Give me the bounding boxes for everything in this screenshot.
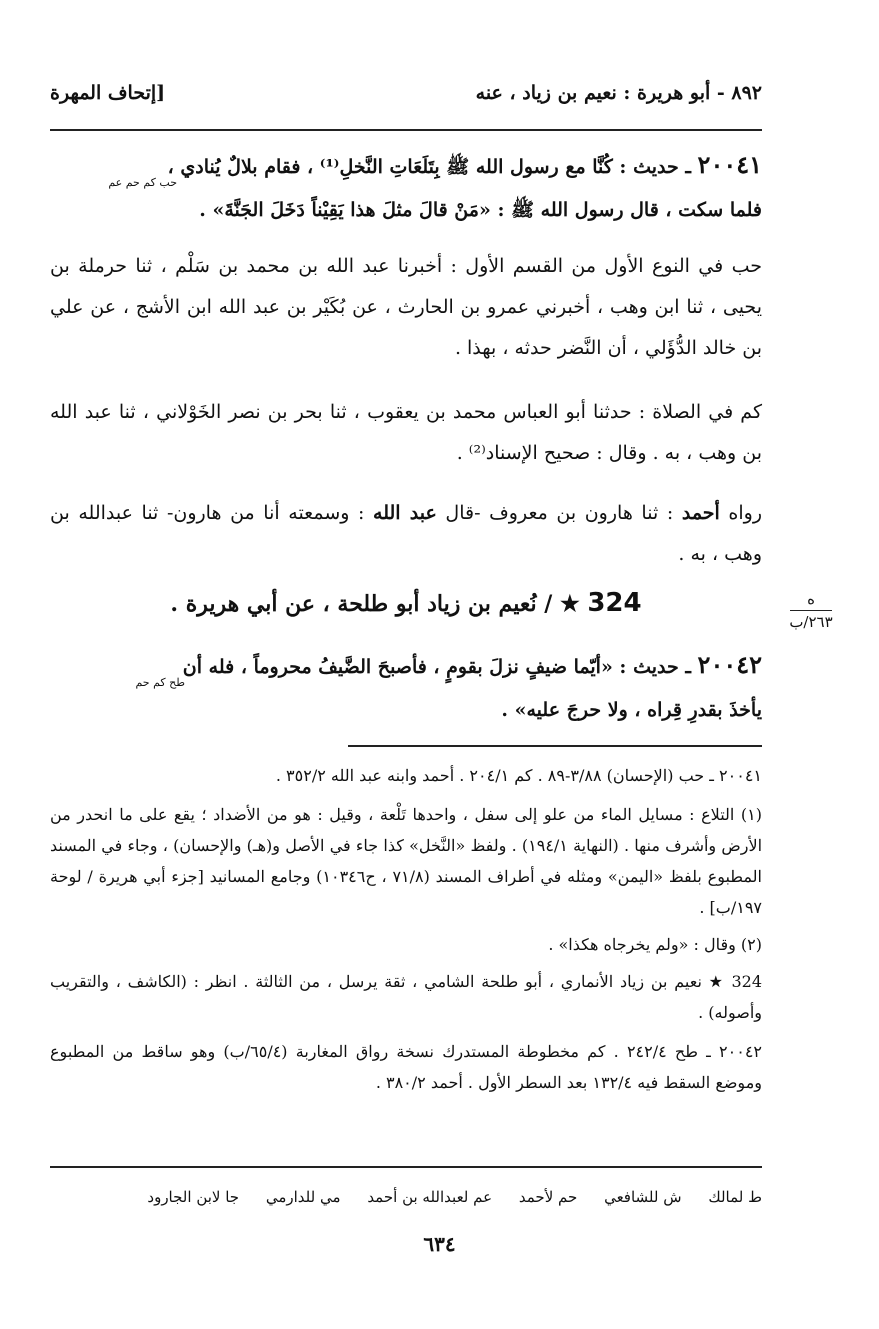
margin-mark: ه [807,590,815,608]
margin-reference [780,590,842,631]
abbr-item: ش للشافعي [604,1188,682,1206]
chapter-title: ٨٩٢ - أبو هريرة : نعيم بن زياد ، عنه [475,82,762,104]
header-rule [50,129,762,131]
isnad-hibban [50,246,762,369]
margin-rule [790,610,832,611]
ahmad-mid: : ثنا هارون بن معروف -قال [436,502,682,524]
abd-allah-name: عبد الله [373,502,437,524]
hadith-number: ٢٠٠٤٢ [697,650,762,679]
hadith-text: ـ حديث : كُنَّا مع رسول الله ﷺ بِتَلَعَاتِ النَّخلِ⁽¹⁾ ، فقام بلالٌ يُنادي ، [167,156,691,178]
isnad-ahmad [50,493,762,575]
footnote-sources-20041: ٢٠٠٤١ ـ حب (الإحسان) ٣/٨٨-٨٩ . كم ٢٠٤/١ . أحمد وابنه عبد الله ٣٥٢/٢ . [275,766,762,785]
ahmad-name: أحمد [681,502,720,524]
abbr-item: مي للدارمي [265,1188,341,1206]
footnote-1: (١) التلاع : مسايل الماء من علو إلى سفل ، واحدها تَلْعة ، وقيل : هو من الأضداد ؛ يقع على ما انحدر من الأرض وأشرف منها . (النهاية ١٩٤/١) . ولفظ «النَّخل» كذا جاء في الأصل و(هـ) والإحسان) ، وجاء في المسند المطبوع بلفظ «اليمن» ومثله في أطراف المسند (٧١/٨ ، ح١٠٣٤٦) وجامع المسانيد [جزء أبي هريرة / لوحة ١٩٧/ب] . [50,805,763,917]
abbreviations-rule [50,1166,762,1168]
narrator-heading [50,588,762,618]
margin-folio: ٢٦٣/ب [789,613,833,631]
running-header [50,82,762,112]
abbr-item: ط لمالك [708,1188,762,1206]
narrator-number: 324 [587,588,642,618]
abbr-item: حم لأحمد [518,1188,578,1206]
source-sigla: طح كم حم [135,676,185,689]
hadith-20042-line2: يأخذَ بقدرِ قِراه ، ولا حرجَ عليه» . [501,699,762,721]
footnote-2: (٢) وقال : «ولم يخرجاه هكذا» . [548,935,762,954]
footnote-narrator-324: 324 ★ نعيم بن زياد الأنماري ، أبو طلحة الشامي ، ثقة يرسل ، من الثالثة . انظر : (الكاشف ، والتقريب وأصوله) . [50,972,763,1022]
abbr-item: عم لعبدالله بن أحمد [367,1188,493,1206]
page-number: ٦٣٤ [423,1232,456,1256]
narrator-name: / نُعيم بن زياد أبو طلحة ، عن أبي هريرة . [170,591,553,617]
isnad-text: كم في الصلاة : حدثنا أبو العباس محمد بن يعقوب ، ثنا بحر بن نصر الخَوْلاني ، ثنا عبد الله بن وهب ، به . وقال : صحيح الإسناد⁽²⁾ . [50,401,762,464]
abbr-item: جا لابن الجارود [147,1188,240,1206]
book-title: [إتحاف المهرة [50,82,166,104]
isnad-text [50,493,762,575]
isnad-hakim [50,392,762,474]
ahmad-prefix: رواه [719,502,763,524]
ahmad-rest: : وسمعته أنا من هارون- ثنا عبدالله بن وهب ، به . [50,502,762,565]
abbreviations-key [50,1188,762,1206]
star-icon: ★ [559,591,580,617]
isnad-text: حب في النوع الأول من القسم الأول : أخبرنا عبد الله بن محمد بن سَلْم ، ثنا حرملة بن يحيى ، ثنا ابن وهب ، أخبرني عمرو بن الحارث ، عن بُكَيْر بن عبد الله ابن الأشج ، عن علي بن خالد الدُّؤَلي ، أن النَّضر حدثه ، بهذا . [50,255,762,359]
footnote-rule [348,745,762,747]
hadith-20041-line2: فلما سكت ، قال رسول الله ﷺ : «مَنْ قالَ مثلَ هذا يَقِيْناً دَخَلَ الجَنَّةَ» . [199,199,762,221]
hadith-number: ٢٠٠٤١ [697,150,762,179]
source-sigla: حب كم حم عم [108,176,177,189]
footnotes [50,760,762,1098]
footnote-sources-20042: ٢٠٠٤٢ ـ طح ٢٤٢/٤ . كم مخطوطة المستدرك نسخة رواق المغاربة (٦٥/٤/ب) وهو ساقط من المطبوع وموضع السقط فيه ١٣٢/٤ بعد السطر الأول . أحمد ٣٨٠/٢ . [50,1042,763,1092]
hadith-text: ـ حديث : «أيّما ضيفٍ نزلَ بقومٍ ، فأصبحَ الضَّيفُ محروماً ، فله أن [182,656,691,678]
